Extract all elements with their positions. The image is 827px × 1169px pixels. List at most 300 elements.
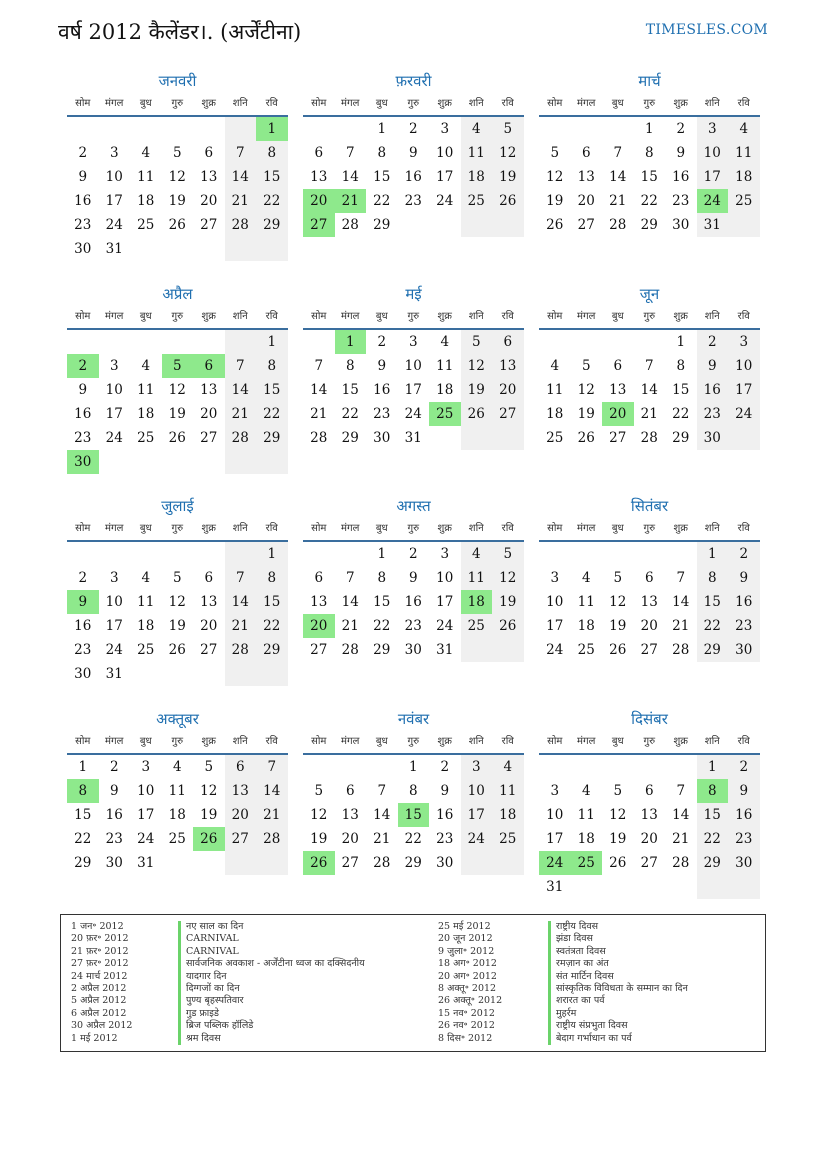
weekday-label: शनि: [704, 311, 720, 322]
empty-cell: [461, 851, 493, 875]
day-cell: 2: [676, 121, 686, 137]
weekday-label: गुरु: [643, 736, 656, 747]
holiday-name: सांस्कृतिक विविधता के सम्मान का दिन: [548, 983, 688, 995]
day-cell: 6: [314, 570, 324, 586]
day-cell: 21: [225, 402, 257, 426]
day-cell: 22: [74, 831, 92, 847]
day-cell: 27: [200, 217, 218, 233]
empty-cell: [162, 330, 194, 354]
month-block: [67, 283, 288, 474]
day-cell: 25: [137, 217, 155, 233]
day-cell: 7: [225, 141, 257, 165]
day-cell: 30: [404, 642, 422, 658]
empty-cell: [130, 117, 162, 141]
empty-cell: [67, 117, 99, 141]
day-cell: 19: [168, 406, 186, 422]
day-cell: 21: [373, 831, 391, 847]
weekday-label: मंगल: [341, 98, 360, 109]
day-cell: 9: [408, 570, 418, 586]
day-cell: 28: [341, 642, 359, 658]
day-cell: 6: [345, 783, 355, 799]
day-cell: 7: [377, 783, 387, 799]
day-cell: 4: [581, 783, 591, 799]
day-cell: 26: [609, 855, 627, 871]
weekday-label: मंगल: [341, 311, 360, 322]
day-cell: 17: [546, 831, 564, 847]
day-cell: 25: [546, 430, 564, 446]
day-cell: 27: [200, 430, 218, 446]
weekday-label: रवि: [737, 311, 750, 322]
day-cell: 11: [137, 382, 155, 398]
day-cell: 14: [225, 165, 257, 189]
weekday-header: [303, 730, 524, 755]
empty-cell: [492, 851, 524, 875]
day-cell: 18: [577, 831, 595, 847]
day-cell: 20: [640, 831, 658, 847]
holiday-day-cell: 18: [461, 590, 493, 614]
day-cell: 17: [697, 165, 729, 189]
day-cell: 6: [314, 145, 324, 161]
day-cell: 1: [377, 546, 387, 562]
weekday-label: शुक्र: [201, 736, 216, 747]
empty-cell: [162, 117, 194, 141]
day-grid: [303, 755, 524, 875]
weekday-label: शुक्र: [673, 736, 688, 747]
day-cell: 19: [577, 406, 595, 422]
empty-cell: [99, 450, 131, 474]
month-name: जुलाई: [161, 497, 194, 515]
day-cell: 5: [314, 783, 324, 799]
day-cell: 30: [697, 426, 729, 450]
day-cell: 23: [728, 827, 760, 851]
empty-cell: [366, 755, 398, 779]
weekday-label: सोम: [547, 523, 563, 534]
day-cell: 4: [172, 759, 182, 775]
day-cell: 22: [404, 831, 422, 847]
day-cell: 10: [697, 141, 729, 165]
day-cell: 19: [609, 831, 627, 847]
day-cell: 8: [697, 566, 729, 590]
day-cell: 8: [644, 145, 654, 161]
weekday-label: गुरु: [407, 523, 420, 534]
day-cell: 11: [137, 594, 155, 610]
day-cell: 21: [310, 406, 328, 422]
weekday-label: शनि: [468, 736, 484, 747]
day-cell: 17: [436, 169, 454, 185]
day-cell: 6: [644, 570, 654, 586]
empty-cell: [67, 542, 99, 566]
weekday-label: बुध: [611, 98, 624, 109]
day-cell: 9: [377, 358, 387, 374]
day-cell: 10: [105, 382, 123, 398]
day-cell: 31: [436, 642, 454, 658]
day-cell: 5: [204, 759, 214, 775]
day-cell: 16: [404, 594, 422, 610]
empty-cell: [429, 213, 461, 237]
day-cell: 11: [577, 807, 595, 823]
day-grid: [67, 330, 288, 474]
holiday-date: 21 फ़र॰ 2012: [71, 945, 129, 957]
day-cell: 25: [728, 189, 760, 213]
day-cell: 27: [577, 217, 595, 233]
holiday-day-cell: 1: [335, 330, 367, 354]
empty-cell: [461, 638, 493, 662]
day-cell: 3: [109, 358, 119, 374]
empty-cell: [193, 117, 225, 141]
empty-cell: [492, 213, 524, 237]
day-cell: 29: [74, 855, 92, 871]
day-cell: 5: [172, 145, 182, 161]
day-cell: 29: [697, 851, 729, 875]
day-cell: 30: [672, 217, 690, 233]
empty-cell: [67, 330, 99, 354]
weekday-label: मंगल: [341, 523, 360, 534]
day-cell: 2: [408, 546, 418, 562]
day-cell: 16: [436, 807, 454, 823]
day-cell: 17: [728, 378, 760, 402]
empty-cell: [539, 755, 571, 779]
empty-cell: [728, 213, 760, 237]
day-cell: 13: [225, 779, 257, 803]
day-grid: [303, 542, 524, 662]
day-cell: 28: [373, 855, 391, 871]
holiday-date: 6 अप्रैल 2012: [71, 1007, 127, 1019]
month-name: नवंबर: [397, 710, 430, 728]
day-cell: 7: [613, 145, 623, 161]
day-cell: 28: [256, 827, 288, 851]
day-cell: 13: [200, 169, 218, 185]
day-cell: 25: [137, 642, 155, 658]
day-cell: 19: [200, 807, 218, 823]
day-cell: 8: [408, 783, 418, 799]
day-cell: 8: [256, 354, 288, 378]
weekday-label: बुध: [139, 736, 152, 747]
empty-cell: [162, 662, 194, 686]
day-cell: 5: [492, 117, 524, 141]
day-cell: 27: [341, 855, 359, 871]
empty-cell: [398, 213, 430, 237]
day-cell: 4: [492, 755, 524, 779]
holiday-date: 27 फ़र॰ 2012: [71, 958, 129, 970]
holiday-name: गुड फ्राइडे: [178, 1008, 365, 1020]
day-cell: 14: [672, 594, 690, 610]
day-cell: 2: [109, 759, 119, 775]
month-name: अप्रैल: [162, 285, 193, 303]
empty-cell: [602, 755, 634, 779]
day-cell: 7: [345, 570, 355, 586]
day-cell: 23: [404, 193, 422, 209]
weekday-label: सोम: [75, 736, 91, 747]
day-cell: 29: [256, 213, 288, 237]
weekday-label: बुध: [375, 736, 388, 747]
weekday-label: शुक्र: [201, 523, 216, 534]
day-cell: 7: [676, 570, 686, 586]
weekday-label: सोम: [547, 736, 563, 747]
holiday-name: राष्ट्रीय दिवस: [548, 921, 688, 933]
day-cell: 23: [728, 614, 760, 638]
day-cell: 19: [168, 193, 186, 209]
day-cell: 18: [137, 618, 155, 634]
day-cell: 24: [105, 217, 123, 233]
day-grid: [539, 117, 760, 237]
empty-cell: [303, 542, 335, 566]
day-cell: 12: [546, 169, 564, 185]
empty-cell: [665, 542, 697, 566]
day-cell: 8: [256, 141, 288, 165]
holiday-date: 30 अप्रैल 2012: [71, 1020, 133, 1032]
day-cell: 16: [728, 590, 760, 614]
weekday-label: गुरु: [643, 311, 656, 322]
day-cell: 3: [550, 783, 560, 799]
day-cell: 20: [225, 803, 257, 827]
day-cell: 12: [310, 807, 328, 823]
day-cell: 24: [404, 406, 422, 422]
holiday-day-cell: 2: [67, 354, 99, 378]
day-cell: 1: [697, 542, 729, 566]
holiday-list: [60, 914, 766, 1052]
weekday-label: मंगल: [105, 311, 124, 322]
empty-cell: [256, 851, 288, 875]
weekday-label: शनि: [468, 311, 484, 322]
holiday-dates-left: [71, 921, 132, 1045]
day-cell: 31: [105, 241, 123, 257]
day-cell: 18: [728, 165, 760, 189]
day-cell: 16: [728, 803, 760, 827]
weekday-label: बुध: [375, 523, 388, 534]
weekday-label: मंगल: [105, 523, 124, 534]
weekday-header: [539, 517, 760, 542]
empty-cell: [193, 450, 225, 474]
day-cell: 3: [109, 570, 119, 586]
day-cell: 21: [341, 618, 359, 634]
day-cell: 3: [550, 570, 560, 586]
weekday-label: शुक्र: [437, 523, 452, 534]
day-cell: 4: [461, 117, 493, 141]
holiday-date: 8 अक्तू॰ 2012: [438, 983, 497, 995]
month-block: [67, 708, 288, 875]
day-cell: 31: [137, 855, 155, 871]
day-cell: 9: [78, 382, 88, 398]
empty-cell: [99, 542, 131, 566]
day-cell: 20: [492, 378, 524, 402]
weekday-label: शनि: [704, 98, 720, 109]
day-cell: 26: [168, 642, 186, 658]
day-cell: 23: [404, 618, 422, 634]
month-name: मई: [405, 285, 422, 303]
weekday-label: रवि: [737, 98, 750, 109]
day-cell: 12: [492, 141, 524, 165]
empty-cell: [130, 450, 162, 474]
holiday-date: 26 नव॰ 2012: [438, 1020, 495, 1032]
holiday-name: रमज़ान का अंत: [548, 958, 688, 970]
day-cell: 14: [225, 378, 257, 402]
day-cell: 15: [672, 382, 690, 398]
month-block: [539, 495, 760, 662]
day-cell: 2: [408, 121, 418, 137]
page-title: वर्ष 2012 कैलेंडर।. (अर्जेंटीना): [58, 20, 302, 44]
holiday-name: स्वतंत्रता दिवस: [548, 946, 688, 958]
day-cell: 16: [404, 169, 422, 185]
holiday-name: श्रम दिवस: [178, 1033, 365, 1045]
holiday-day-cell: 8: [67, 779, 99, 803]
day-cell: 19: [492, 165, 524, 189]
day-cell: 8: [377, 145, 387, 161]
holiday-name: यादगार दिन: [178, 971, 365, 983]
holiday-name: झंडा दिवस: [548, 933, 688, 945]
empty-cell: [571, 542, 603, 566]
day-cell: 18: [461, 165, 493, 189]
day-cell: 29: [404, 855, 422, 871]
month-block: [303, 70, 524, 237]
empty-cell: [303, 755, 335, 779]
day-cell: 17: [436, 594, 454, 610]
holiday-day-cell: 30: [67, 450, 99, 474]
day-cell: 30: [74, 241, 92, 257]
day-cell: 26: [492, 189, 524, 213]
weekday-label: शुक्र: [673, 98, 688, 109]
day-cell: 12: [609, 807, 627, 823]
empty-cell: [335, 117, 367, 141]
day-cell: 11: [137, 169, 155, 185]
empty-cell: [602, 875, 634, 899]
day-cell: 10: [436, 570, 454, 586]
day-cell: 16: [697, 378, 729, 402]
holiday-name: ब्रिज पब्लिक हॉलिडे: [178, 1020, 365, 1032]
day-cell: 4: [550, 358, 560, 374]
day-cell: 23: [74, 430, 92, 446]
day-cell: 1: [256, 330, 288, 354]
day-cell: 9: [440, 783, 450, 799]
weekday-label: सोम: [75, 98, 91, 109]
day-cell: 10: [105, 594, 123, 610]
holiday-date: 20 फ़र॰ 2012: [71, 933, 129, 945]
day-cell: 30: [74, 666, 92, 682]
day-cell: 15: [341, 382, 359, 398]
weekday-label: रवि: [737, 523, 750, 534]
day-cell: 2: [78, 145, 88, 161]
weekday-label: बुध: [375, 311, 388, 322]
month-name: सितंबर: [630, 497, 669, 515]
day-cell: 2: [728, 542, 760, 566]
weekday-label: सोम: [547, 311, 563, 322]
holiday-date: 1 जन॰ 2012: [71, 921, 124, 932]
day-cell: 6: [492, 330, 524, 354]
day-cell: 18: [577, 618, 595, 634]
holiday-date: 18 अग॰ 2012: [438, 958, 497, 970]
day-cell: 21: [225, 614, 257, 638]
day-cell: 4: [141, 358, 151, 374]
day-cell: 15: [74, 807, 92, 823]
holiday-day-cell: 6: [193, 354, 225, 378]
holiday-day-cell: 20: [303, 614, 335, 638]
day-cell: 20: [577, 193, 595, 209]
day-cell: 21: [609, 193, 627, 209]
day-cell: 25: [168, 831, 186, 847]
holiday-name: शरारत का पर्व: [548, 995, 688, 1007]
day-cell: 23: [672, 193, 690, 209]
empty-cell: [303, 117, 335, 141]
month-name: दिसंबर: [631, 710, 668, 728]
day-cell: 7: [345, 145, 355, 161]
day-cell: 28: [672, 642, 690, 658]
empty-cell: [225, 237, 257, 261]
weekday-label: रवि: [265, 98, 278, 109]
empty-cell: [571, 330, 603, 354]
day-cell: 5: [461, 330, 493, 354]
weekday-label: शनि: [468, 98, 484, 109]
day-cell: 3: [109, 145, 119, 161]
day-cell: 2: [377, 334, 387, 350]
day-grid: [303, 117, 524, 237]
weekday-label: सोम: [547, 98, 563, 109]
empty-cell: [130, 662, 162, 686]
day-cell: 27: [640, 855, 658, 871]
empty-cell: [429, 426, 461, 450]
empty-cell: [634, 875, 666, 899]
empty-cell: [193, 330, 225, 354]
site-link[interactable]: TIMESLES.COM: [645, 22, 768, 38]
day-cell: 19: [168, 618, 186, 634]
day-cell: 1: [78, 759, 88, 775]
empty-cell: [225, 662, 257, 686]
weekday-label: शनि: [704, 523, 720, 534]
day-cell: 2: [697, 330, 729, 354]
day-cell: 22: [697, 827, 729, 851]
weekday-label: गुरु: [171, 98, 184, 109]
weekday-label: सोम: [311, 311, 327, 322]
day-cell: 15: [697, 803, 729, 827]
empty-cell: [162, 237, 194, 261]
day-cell: 28: [225, 638, 257, 662]
holiday-day-cell: 9: [67, 590, 99, 614]
day-cell: 22: [341, 406, 359, 422]
weekday-label: मंगल: [577, 311, 596, 322]
weekday-label: रवि: [265, 311, 278, 322]
day-cell: 8: [256, 566, 288, 590]
day-cell: 20: [200, 618, 218, 634]
day-cell: 21: [640, 406, 658, 422]
day-cell: 29: [697, 638, 729, 662]
day-cell: 13: [609, 382, 627, 398]
weekday-label: शनि: [232, 311, 248, 322]
day-cell: 1: [408, 759, 418, 775]
holiday-name: CARNIVAL: [178, 933, 365, 945]
weekday-label: शनि: [232, 523, 248, 534]
day-cell: 29: [672, 430, 690, 446]
day-cell: 13: [640, 807, 658, 823]
empty-cell: [303, 330, 335, 354]
day-cell: 4: [141, 145, 151, 161]
day-cell: 18: [168, 807, 186, 823]
day-grid: [67, 755, 288, 875]
weekday-label: शुक्र: [673, 311, 688, 322]
day-cell: 26: [168, 430, 186, 446]
empty-cell: [665, 875, 697, 899]
day-cell: 18: [137, 406, 155, 422]
weekday-label: सोम: [75, 311, 91, 322]
day-cell: 25: [492, 827, 524, 851]
empty-cell: [697, 875, 729, 899]
day-cell: 7: [225, 566, 257, 590]
empty-cell: [130, 330, 162, 354]
day-cell: 9: [78, 169, 88, 185]
weekday-label: बुध: [139, 98, 152, 109]
weekday-label: गुरु: [171, 311, 184, 322]
empty-cell: [225, 450, 257, 474]
empty-cell: [256, 237, 288, 261]
empty-cell: [225, 542, 257, 566]
holiday-names-left: [178, 921, 365, 1045]
